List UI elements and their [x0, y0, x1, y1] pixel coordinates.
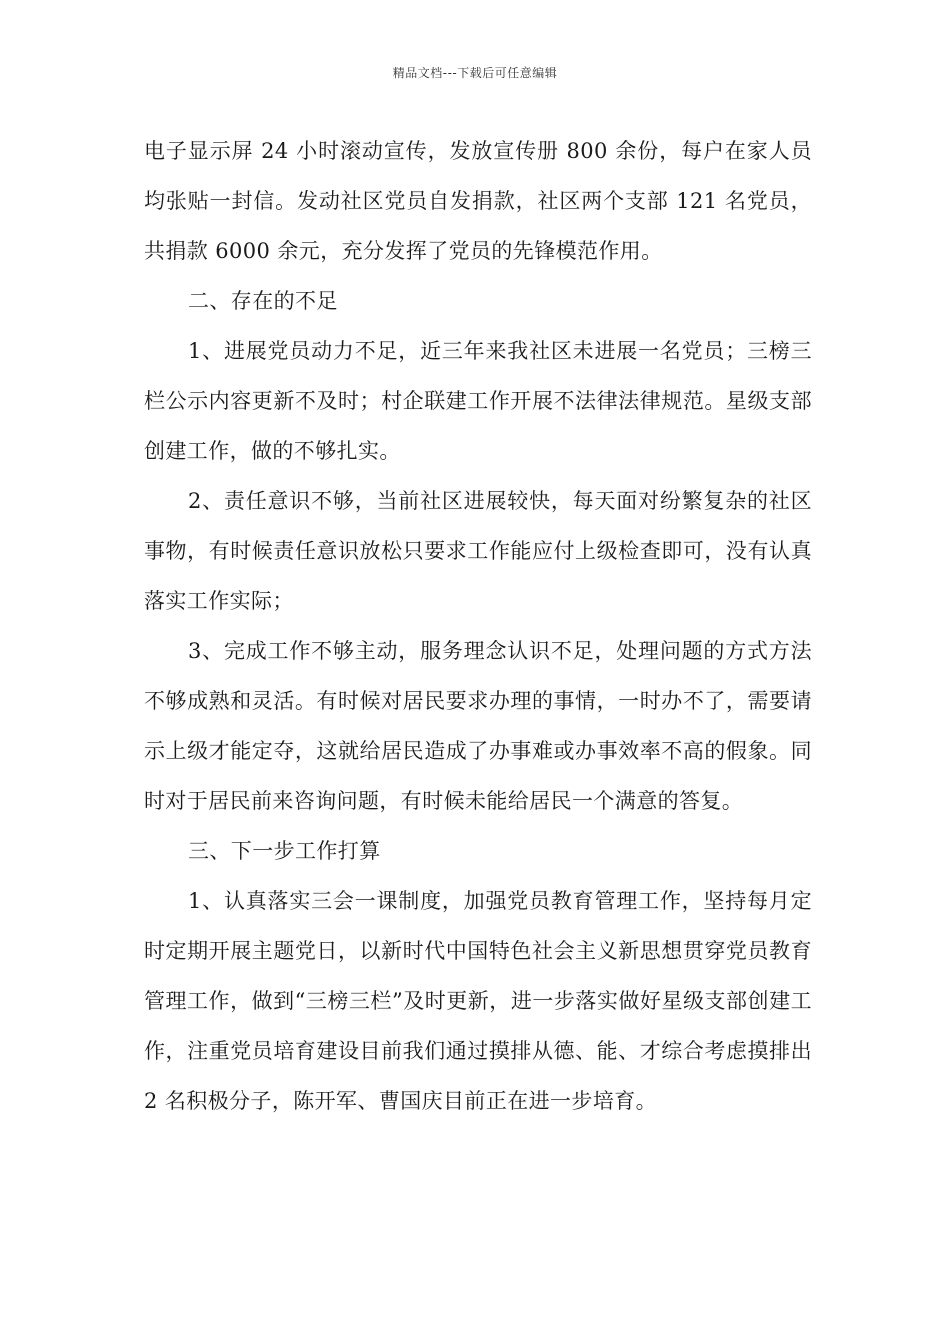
section-heading-shortcomings: 二、存在的不足: [188, 289, 338, 313]
paragraph-continued: 电子显示屏 24 小时滚动宣传，发放宣传册 800 余份，每户在家人员均张贴一封信。发动社区党员自发捐款，社区两个支部 121 名党员，共捐款 6000 余元，充分发挥了党员的先锋模范作用。: [144, 139, 812, 263]
paragraph-shortcoming-1: 1、进展党员动力不足，近三年来我社区未进展一名党员；三榜三栏公示内容更新不及时；村企联建工作开展不法律法律规范。星级支部创建工作，做的不够扎实。: [144, 339, 812, 463]
paragraph-shortcoming-2: 2、责任意识不够，当前社区进展较快，每天面对纷繁复杂的社区事物，有时候责任意识放松只要求工作能应付上级检查即可，没有认真落实工作实际；: [144, 489, 812, 613]
paragraph-shortcoming-3: 3、完成工作不够主动，服务理念认识不足，处理问题的方式方法不够成熟和灵活。有时候对居民要求办理的事情，一时办不了，需要请示上级才能定夺，这就给居民造成了办事难或办事效率不高的假象。同时对于居民前来咨询问题，有时候未能给居民一个满意的答复。: [144, 639, 812, 813]
document-body: [144, 126, 812, 1126]
section-heading-next-steps: 三、下一步工作打算: [188, 839, 381, 863]
paragraph-next-step-1: 1、认真落实三会一课制度，加强党员教育管理工作，坚持每月定时定期开展主题党日，以新时代中国特色社会主义新思想贯穿党员教育管理工作，做到“三榜三栏”及时更新，进一步落实做好星级支部创建工作，注重党员培育建设目前我们通过摸排从德、能、才综合考虑摸排出 2 名积极分子，陈开军、曹国庆目前正在进一步培育。: [144, 889, 812, 1113]
page-header: 精品文档---下载后可任意编辑: [392, 66, 558, 80]
